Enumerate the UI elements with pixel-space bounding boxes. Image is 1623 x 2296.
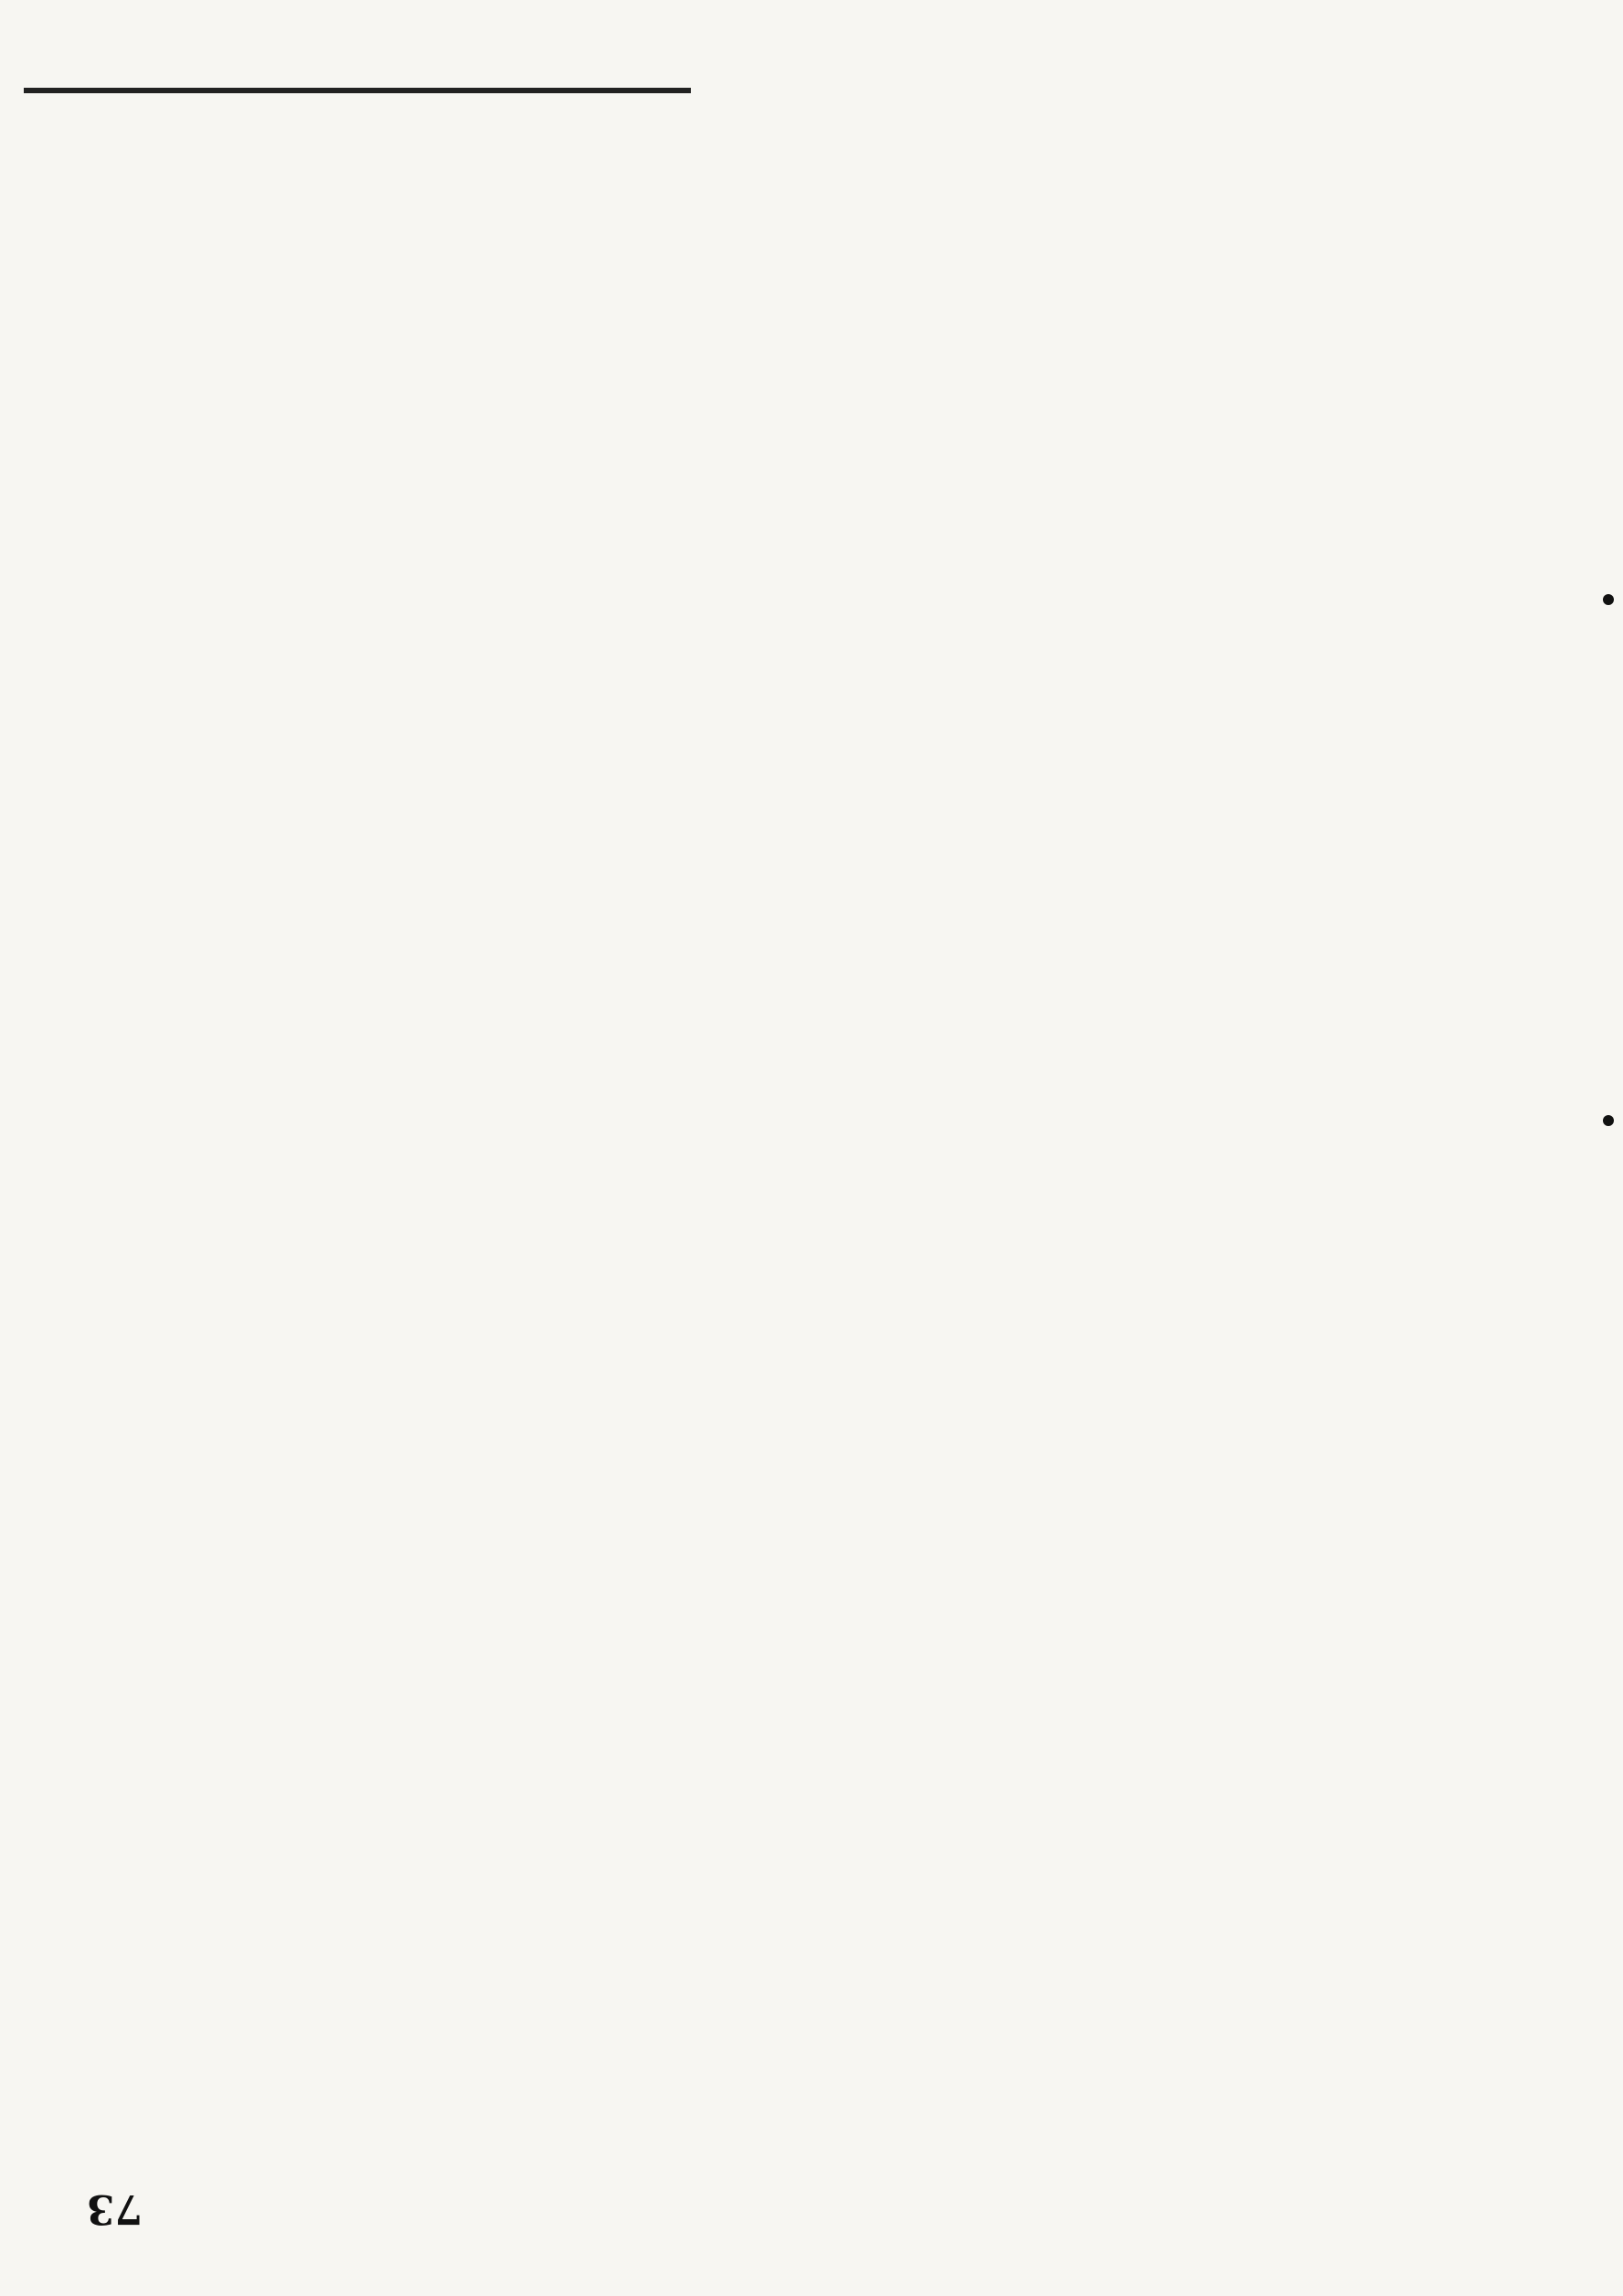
margin-dot [1603, 1115, 1614, 1126]
page-number: 73 [86, 2185, 143, 2232]
page-rule-line [24, 88, 691, 93]
text-column-left [828, 185, 1550, 2150]
text-column-right [69, 185, 791, 2150]
margin-dot [1603, 594, 1614, 605]
